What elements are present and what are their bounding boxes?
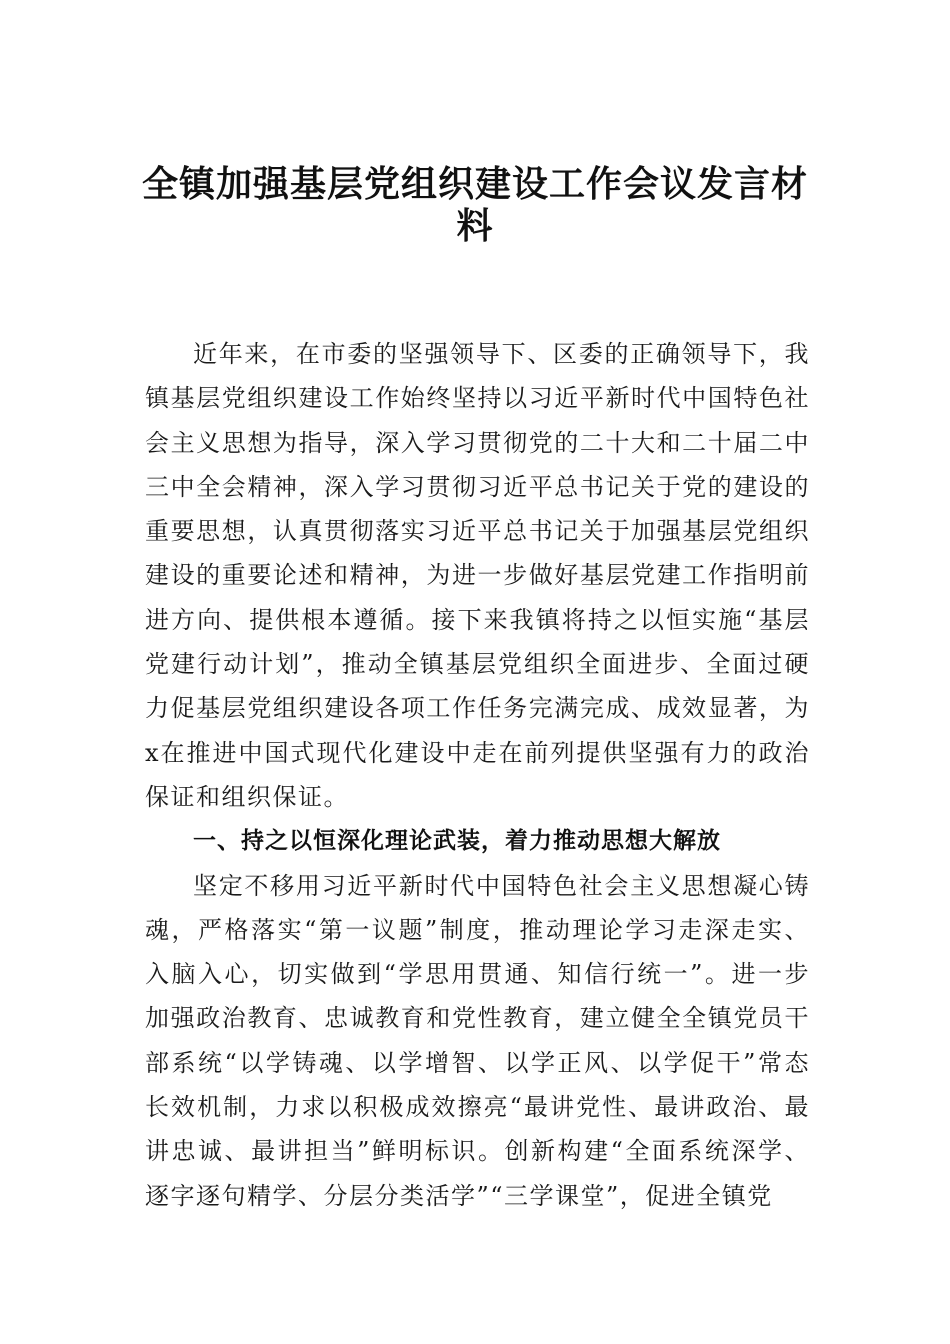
section-1-heading: 一、持之以恒深化理论武装，着力推动思想大解放 xyxy=(193,828,721,855)
document-title-line-2: 料 xyxy=(456,205,494,247)
document-body xyxy=(145,332,810,1218)
intro-paragraph: 近年来，在市委的坚强领导下、区委的正确领导下，我镇基层党组织建设工作始终坚持以习近平新时代中国特色社会主义思想为指导，深入学习贯彻党的二十大和二十届二中三中全会精神，深入学习贯彻习近平总书记关于党的建设的重要思想，认真贯彻落实习近平总书记关于加强基层党组织建设的重要论述和精神，为进一步做好基层党建工作指明前进方向、提供根本遵循。接下来我镇将持之以恒实施“基层党建行动计划”，推动全镇基层党组织全面进步、全面过硬力促基层党组织建设各项工作任务完满完成、成效显著，为x在推进中国式现代化建设中走在前列提供坚强有力的政治保证和组织保证。 xyxy=(145,340,810,811)
section-1-paragraph: 坚定不移用习近平新时代中国特色社会主义思想凝心铸魂，严格落实“第一议题”制度，推动理论学习走深走实、入脑入心，切实做到“学思用贯通、知信行统一”。进一步加强政治教育、忠诚教育和党性教育，建立健全全镇党员干部系统“以学铸魂、以学增智、以学正风、以学促干”常态长效机制，力求以积极成效擦亮“最讲党性、最讲政治、最讲忠诚、最讲担当”鲜明标识。创新构建“全面系统深学、逐字逐句精学、分层分类活学”“三学课堂”，促进全镇党 xyxy=(145,871,810,1210)
document-title-line-1: 全镇加强基层党组织建设工作会议发言材 xyxy=(141,163,808,205)
